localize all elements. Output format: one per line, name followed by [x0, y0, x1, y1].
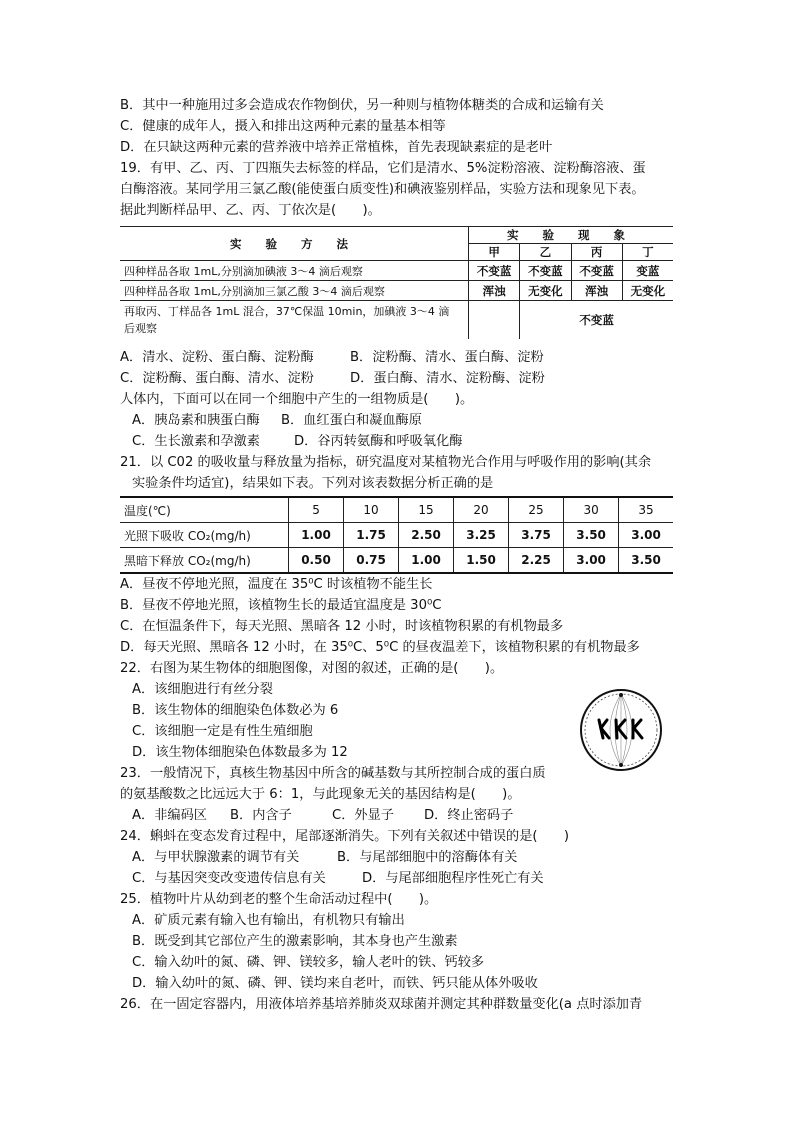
q19-option-a: A．清水、淀粉、蛋白酶、淀粉酶 — [120, 350, 314, 365]
q22-option-d: D．该生物体细胞染色体数最多为 12 — [132, 745, 348, 760]
q23-option-c: C．外显子 — [332, 808, 394, 823]
centriole-bottom — [619, 763, 623, 767]
observation-header: 实 验 现 象 — [469, 227, 674, 244]
q25-option-d: D．输入幼叶的氮、磷、钾、镁均来自老叶，而铁、钙只能从体外吸收 — [132, 976, 538, 991]
temperature-header: 温度(℃) — [120, 497, 289, 523]
q25-stem: 25．植物叶片从幼到老的整个生命活动过程中( )。 — [120, 892, 438, 907]
q20-option-d: D．谷丙转氨酶和呼吸氧化酶 — [294, 434, 463, 449]
temp-cell: 15 — [399, 497, 454, 523]
q25-option-c: C．输入幼叶的氮、磷、钾、镁较多，输人老叶的铁、钙较多 — [132, 955, 485, 970]
sample-header: 甲 — [469, 244, 520, 261]
q25-option-a: A．矿质元素有输入也有输出，有机物只有输出 — [132, 913, 405, 928]
q24-options-row-2 — [132, 870, 692, 888]
q20-option-b: B．血红蛋白和凝血酶原 — [281, 413, 422, 428]
obs-cell: 不变蓝 — [520, 301, 673, 339]
chromosomes — [599, 720, 642, 738]
dark-cell: 2.25 — [509, 548, 564, 574]
dark-cell: 3.50 — [619, 548, 673, 574]
q24-stem: 24．蝌蚪在变态发育过程中，尾部逐渐消失。下列有关叙述中错误的是( ) — [120, 829, 570, 844]
temp-cell: 35 — [619, 497, 673, 523]
q19-stem-2: 白酶溶液。某同学用三氯乙酸(能使蛋白质变性)和碘液鉴别样品，实验方法和现象见下表。 — [120, 182, 645, 197]
q21-option-c: C．在恒温条件下，每天光照、黑暗各 12 小时，时该植物积累的有机物最多 — [120, 619, 564, 634]
q23-stem-1: 23．一般情况下，真核生物基因中所含的碱基数与其所控制合成的蛋白质 — [120, 766, 546, 781]
q22-stem: 22．右图为某生物体的细胞图像，对图的叙述，正确的是( )。 — [120, 661, 504, 676]
q18-option-b: B．其中一种施用过多会造成农作物倒伏，另一种则与植物体糖类的合成和运输有关 — [120, 98, 604, 113]
q20-option-a: A．胰岛素和胰蛋白酶 — [132, 413, 260, 428]
obs-cell: 无变化 — [520, 281, 571, 301]
temp-cell: 30 — [564, 497, 619, 523]
dark-cell: 0.50 — [289, 548, 344, 574]
q19-option-d: D．蛋白酶、清水、淀粉酶、淀粉 — [350, 371, 545, 386]
q25-option-b: B．既受到其它部位产生的激素影响，其本身也产生激素 — [132, 934, 458, 949]
light-cell: 1.00 — [289, 523, 344, 548]
table-row — [120, 523, 673, 548]
q19-stem-1: 19．有甲、乙、丙、丁四瓶失去标签的样品，它们是清水、5%淀粉溶液、淀粉酶溶液、蛋 — [120, 161, 646, 176]
light-cell: 3.25 — [454, 523, 509, 548]
dark-cell: 0.75 — [344, 548, 399, 574]
q20-options-row-2 — [132, 433, 692, 451]
light-cell: 2.50 — [399, 523, 454, 548]
q21-option-a: A．昼夜不停地光照，温度在 35⁰C 时该植物不能生长 — [120, 577, 433, 592]
temp-cell: 25 — [509, 497, 564, 523]
q23-option-b: B．内含子 — [230, 808, 292, 823]
obs-cell: 无变化 — [622, 281, 673, 301]
q22-option-a: A．该细胞进行有丝分裂 — [132, 682, 273, 697]
sample-header: 乙 — [520, 244, 571, 261]
obs-cell: 浑浊 — [571, 281, 622, 301]
light-cell: 3.00 — [619, 523, 673, 548]
q19-options-row-2 — [120, 370, 680, 388]
light-cell: 3.50 — [564, 523, 619, 548]
temp-cell: 20 — [454, 497, 509, 523]
q23-option-a: A．非编码区 — [132, 808, 207, 823]
q18-option-d: D．在只缺这两种元素的营养液中培养正常植株，首先表现缺素症的是老叶 — [120, 140, 553, 155]
q18-option-c: C．健康的成年人，摄入和排出这两种元素的量基本相等 — [120, 119, 446, 134]
q23-option-d: D．终止密码子 — [424, 808, 514, 823]
q26-stem: 26．在一固定容器内，用液体培养基培养肺炎双球菌并测定其种群数量变化(a 点时添加青 — [120, 997, 643, 1012]
q19-experiment-table — [120, 226, 673, 339]
q24-option-b: B．与尾部细胞中的溶酶体有关 — [337, 850, 518, 865]
q23-stem-2: 的氨基酸数之比远远大于 6：1，与此现象无关的基因结构是( )。 — [120, 787, 521, 802]
table-row — [120, 497, 673, 523]
q24-option-d: D．与尾部细胞程序性死亡有关 — [362, 871, 544, 886]
dark-cell: 3.00 — [564, 548, 619, 574]
q19-options-row-1 — [120, 349, 680, 367]
q20-stem: 人体内，下面可以在同一个细胞中产生的一组物质是( )。 — [120, 392, 474, 407]
q22-option-b: B．该生物体的细胞染色体数必为 6 — [132, 703, 339, 718]
light-cell: 1.75 — [344, 523, 399, 548]
temp-cell: 10 — [344, 497, 399, 523]
cell-division-figure — [579, 688, 663, 772]
table-row — [120, 548, 673, 574]
q24-option-a: A．与甲状腺激素的调节有关 — [132, 850, 300, 865]
q21-option-d: D．每天光照、黑暗各 12 小时，在 35⁰C、5⁰C 的昼夜温差下，该植物积累的有机物最多 — [120, 640, 640, 655]
obs-cell: 浑浊 — [469, 281, 520, 301]
table-row — [120, 281, 673, 301]
table-row — [120, 261, 673, 281]
method-cell — [120, 301, 469, 339]
obs-cell: 不变蓝 — [520, 261, 571, 281]
dark-row-label: 黑暗下释放 CO₂(mg/h) — [120, 548, 289, 574]
sample-header: 丁 — [622, 244, 673, 261]
q21-stem-1: 21．以 C02 的吸收量与释放量为指标，研究温度对某植物光合作用与呼吸作用的影响(其余 — [120, 455, 652, 470]
light-row-label: 光照下吸收 CO₂(mg/h) — [120, 523, 289, 548]
method-text: 后观察 — [124, 321, 157, 335]
method-cell: 四种样品各取 1mL,分别滴加碘液 3～4 滴后观察 — [120, 261, 469, 281]
obs-cell: 不变蓝 — [571, 261, 622, 281]
obs-cell: 不变蓝 — [469, 261, 520, 281]
light-cell: 3.75 — [509, 523, 564, 548]
sample-header: 丙 — [571, 244, 622, 261]
method-header: 实 验 方 法 — [120, 227, 469, 261]
q19-option-c: C．淀粉酶、蛋白酶、清水、淀粉 — [120, 371, 314, 386]
q23-options-row — [132, 807, 692, 825]
q24-option-c: C．与基因突变改变遗传信息有关 — [132, 871, 326, 886]
q20-options-row-1 — [132, 412, 692, 430]
q21-option-b: B．昼夜不停地光照，该植物生长的最适宜温度是 30⁰C — [120, 598, 442, 613]
q21-stem-2: 实验条件均适宜)，结果如下表。下列对该表数据分析正确的是 — [132, 476, 494, 491]
q21-data-table — [120, 496, 673, 574]
q20-option-c: C．生长激素和孕激素 — [132, 434, 260, 449]
dark-cell: 1.50 — [454, 548, 509, 574]
centriole-top — [619, 693, 623, 697]
q24-options-row-1 — [132, 849, 692, 867]
q19-stem-3: 据此判断样品甲、乙、丙、丁依次是( )。 — [120, 203, 381, 218]
obs-cell: 变蓝 — [622, 261, 673, 281]
table-row — [120, 301, 673, 339]
temp-cell: 5 — [289, 497, 344, 523]
q22-option-c: C．该细胞一定是有性生殖细胞 — [132, 724, 313, 739]
method-cell: 四种样品各取 1mL,分别滴加三氯乙酸 3～4 滴后观察 — [120, 281, 469, 301]
dark-cell: 1.00 — [399, 548, 454, 574]
q19-option-b: B．淀粉酶、清水、蛋白酶、淀粉 — [350, 350, 544, 365]
method-text: 再取丙、丁样品各 1mL 混合，37℃保温 10min，加碘液 3～4 滴 — [124, 304, 450, 318]
